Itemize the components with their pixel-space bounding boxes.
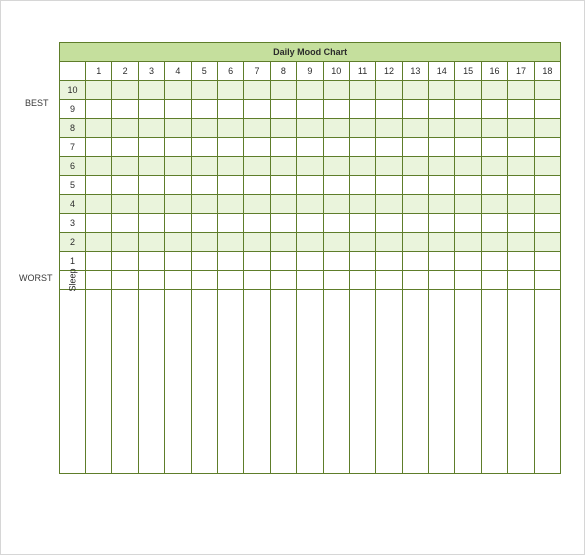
rating-row-4 xyxy=(60,195,561,214)
mood-cell[interactable] xyxy=(376,81,402,100)
mood-cell[interactable] xyxy=(508,233,534,252)
mood-cell[interactable] xyxy=(270,195,296,214)
mood-cell[interactable] xyxy=(217,176,243,195)
day-header-3: 3 xyxy=(138,62,164,81)
mood-cell[interactable] xyxy=(138,176,164,195)
mood-cell[interactable] xyxy=(112,252,138,271)
mood-cell[interactable] xyxy=(270,138,296,157)
mood-cell[interactable] xyxy=(138,233,164,252)
rating-row-3 xyxy=(60,214,561,233)
rating-label-1: 1 xyxy=(60,252,86,271)
mood-cell[interactable] xyxy=(481,214,507,233)
mood-cell[interactable] xyxy=(455,233,481,252)
mood-cell[interactable] xyxy=(481,81,507,100)
notes-cell[interactable] xyxy=(270,290,296,474)
sleep-row xyxy=(60,271,561,290)
mood-cell[interactable] xyxy=(323,176,349,195)
day-header-16: 16 xyxy=(481,62,507,81)
mood-cell[interactable] xyxy=(323,233,349,252)
worst-label-text: WORST xyxy=(19,273,53,283)
mood-cell[interactable] xyxy=(402,81,428,100)
sleep-cell[interactable] xyxy=(112,271,138,290)
mood-cell[interactable] xyxy=(297,214,323,233)
mood-cell[interactable] xyxy=(534,119,561,138)
mood-cell[interactable] xyxy=(455,176,481,195)
mood-cell[interactable] xyxy=(323,157,349,176)
mood-cell[interactable] xyxy=(244,233,270,252)
mood-cell[interactable] xyxy=(112,176,138,195)
day-header-1: 1 xyxy=(86,62,112,81)
mood-cell[interactable] xyxy=(191,214,217,233)
mood-cell[interactable] xyxy=(349,233,375,252)
rating-row-2 xyxy=(60,233,561,252)
mood-cell[interactable] xyxy=(165,214,191,233)
mood-cell[interactable] xyxy=(165,138,191,157)
notes-cell[interactable] xyxy=(138,290,164,474)
mood-cell[interactable] xyxy=(349,214,375,233)
mood-cell[interactable] xyxy=(217,157,243,176)
notes-cell[interactable] xyxy=(481,290,507,474)
day-header-9: 9 xyxy=(297,62,323,81)
notes-label-cell xyxy=(60,290,86,474)
mood-cell[interactable] xyxy=(376,100,402,119)
mood-cell[interactable] xyxy=(455,138,481,157)
mood-cell[interactable] xyxy=(429,214,455,233)
mood-cell[interactable] xyxy=(481,157,507,176)
mood-cell[interactable] xyxy=(534,195,561,214)
rating-row-5 xyxy=(60,176,561,195)
mood-cell[interactable] xyxy=(534,157,561,176)
sleep-cell[interactable] xyxy=(376,271,402,290)
mood-cell[interactable] xyxy=(534,176,561,195)
mood-cell[interactable] xyxy=(402,138,428,157)
mood-cell[interactable] xyxy=(217,119,243,138)
rating-label-10: 10 xyxy=(60,81,86,100)
mood-cell[interactable] xyxy=(138,252,164,271)
mood-cell[interactable] xyxy=(323,195,349,214)
mood-cell[interactable] xyxy=(244,119,270,138)
day-header-8: 8 xyxy=(270,62,296,81)
mood-cell[interactable] xyxy=(165,119,191,138)
mood-cell[interactable] xyxy=(323,138,349,157)
rating-label-4: 4 xyxy=(60,195,86,214)
chart-title: Daily Mood Chart xyxy=(60,43,561,62)
mood-cell[interactable] xyxy=(217,252,243,271)
mood-cell[interactable] xyxy=(138,214,164,233)
mood-cell[interactable] xyxy=(297,176,323,195)
mood-cell[interactable] xyxy=(508,119,534,138)
mood-cell[interactable] xyxy=(376,157,402,176)
mood-cell[interactable] xyxy=(138,138,164,157)
mood-cell[interactable] xyxy=(112,214,138,233)
sleep-label: Sleep xyxy=(67,268,78,292)
mood-cell[interactable] xyxy=(455,157,481,176)
sleep-cell[interactable] xyxy=(138,271,164,290)
mood-cell[interactable] xyxy=(481,195,507,214)
sleep-cell[interactable] xyxy=(217,271,243,290)
mood-cell[interactable] xyxy=(86,138,112,157)
mood-cell[interactable] xyxy=(270,176,296,195)
mood-cell[interactable] xyxy=(402,214,428,233)
sleep-cell[interactable] xyxy=(349,271,375,290)
mood-cell[interactable] xyxy=(534,214,561,233)
mood-cell[interactable] xyxy=(376,214,402,233)
notes-cell[interactable] xyxy=(165,290,191,474)
sleep-cell[interactable] xyxy=(86,271,112,290)
mood-cell[interactable] xyxy=(112,195,138,214)
mood-cell[interactable] xyxy=(376,138,402,157)
mood-cell[interactable] xyxy=(402,157,428,176)
mood-cell[interactable] xyxy=(191,233,217,252)
sleep-cell[interactable] xyxy=(402,271,428,290)
rating-label-8: 8 xyxy=(60,119,86,138)
sleep-cell[interactable] xyxy=(455,271,481,290)
day-header-14: 14 xyxy=(429,62,455,81)
mood-cell[interactable] xyxy=(244,252,270,271)
mood-cell[interactable] xyxy=(270,214,296,233)
day-header-18: 18 xyxy=(534,62,561,81)
mood-cell[interactable] xyxy=(349,195,375,214)
mood-cell[interactable] xyxy=(191,195,217,214)
mood-cell[interactable] xyxy=(323,100,349,119)
mood-cell[interactable] xyxy=(481,252,507,271)
mood-cell[interactable] xyxy=(429,81,455,100)
mood-cell[interactable] xyxy=(455,195,481,214)
notes-cell[interactable] xyxy=(402,290,428,474)
mood-cell[interactable] xyxy=(323,252,349,271)
mood-cell[interactable] xyxy=(165,195,191,214)
sleep-cell[interactable] xyxy=(534,271,561,290)
mood-cell[interactable] xyxy=(244,195,270,214)
mood-cell[interactable] xyxy=(534,233,561,252)
day-header-2: 2 xyxy=(112,62,138,81)
mood-cell[interactable] xyxy=(455,100,481,119)
mood-cell[interactable] xyxy=(244,138,270,157)
mood-cell[interactable] xyxy=(191,252,217,271)
mood-cell[interactable] xyxy=(270,119,296,138)
mood-cell[interactable] xyxy=(508,157,534,176)
day-header-10: 10 xyxy=(323,62,349,81)
mood-cell[interactable] xyxy=(481,176,507,195)
mood-cell[interactable] xyxy=(112,233,138,252)
rating-label-7: 7 xyxy=(60,138,86,157)
mood-cell[interactable] xyxy=(297,233,323,252)
mood-cell[interactable] xyxy=(429,233,455,252)
mood-cell[interactable] xyxy=(376,252,402,271)
mood-cell[interactable] xyxy=(165,157,191,176)
mood-cell[interactable] xyxy=(270,233,296,252)
mood-cell[interactable] xyxy=(297,100,323,119)
mood-cell[interactable] xyxy=(455,119,481,138)
mood-cell[interactable] xyxy=(217,138,243,157)
notes-cell[interactable] xyxy=(349,290,375,474)
sleep-cell[interactable] xyxy=(481,271,507,290)
mood-cell[interactable] xyxy=(297,119,323,138)
notes-cell[interactable] xyxy=(217,290,243,474)
title-row xyxy=(60,43,561,62)
mood-cell[interactable] xyxy=(270,100,296,119)
mood-cell[interactable] xyxy=(244,176,270,195)
mood-cell[interactable] xyxy=(349,100,375,119)
notes-cell[interactable] xyxy=(455,290,481,474)
day-header-12: 12 xyxy=(376,62,402,81)
day-header-7: 7 xyxy=(244,62,270,81)
mood-cell[interactable] xyxy=(455,214,481,233)
mood-cell[interactable] xyxy=(165,176,191,195)
mood-cell[interactable] xyxy=(323,214,349,233)
mood-cell[interactable] xyxy=(349,138,375,157)
mood-cell[interactable] xyxy=(244,214,270,233)
mood-cell[interactable] xyxy=(112,157,138,176)
mood-cell[interactable] xyxy=(508,252,534,271)
sleep-cell[interactable] xyxy=(297,271,323,290)
mood-cell[interactable] xyxy=(455,81,481,100)
mood-cell[interactable] xyxy=(534,138,561,157)
mood-cell[interactable] xyxy=(191,176,217,195)
mood-cell[interactable] xyxy=(217,195,243,214)
mood-cell[interactable] xyxy=(297,195,323,214)
mood-cell[interactable] xyxy=(217,100,243,119)
worst-label xyxy=(19,273,53,283)
mood-cell[interactable] xyxy=(402,176,428,195)
mood-cell[interactable] xyxy=(429,252,455,271)
mood-cell[interactable] xyxy=(86,157,112,176)
mood-cell[interactable] xyxy=(138,119,164,138)
mood-cell[interactable] xyxy=(112,100,138,119)
mood-cell[interactable] xyxy=(481,233,507,252)
mood-cell[interactable] xyxy=(138,81,164,100)
mood-cell[interactable] xyxy=(165,252,191,271)
mood-cell[interactable] xyxy=(534,81,561,100)
mood-cell[interactable] xyxy=(138,157,164,176)
mood-cell[interactable] xyxy=(508,100,534,119)
mood-cell[interactable] xyxy=(402,195,428,214)
sleep-label-cell xyxy=(60,268,86,292)
notes-cell[interactable] xyxy=(191,290,217,474)
mood-cell[interactable] xyxy=(429,138,455,157)
mood-cell[interactable] xyxy=(191,100,217,119)
mood-cell[interactable] xyxy=(191,157,217,176)
mood-cell[interactable] xyxy=(376,119,402,138)
day-header-15: 15 xyxy=(455,62,481,81)
mood-cell[interactable] xyxy=(297,138,323,157)
rating-label-9: 9 xyxy=(60,100,86,119)
header-corner-cell xyxy=(60,62,86,81)
mood-cell[interactable] xyxy=(297,157,323,176)
mood-cell[interactable] xyxy=(86,176,112,195)
mood-cell[interactable] xyxy=(455,252,481,271)
rating-label-5: 5 xyxy=(60,176,86,195)
mood-cell[interactable] xyxy=(270,81,296,100)
mood-cell[interactable] xyxy=(349,81,375,100)
mood-cell[interactable] xyxy=(112,81,138,100)
sleep-cell[interactable] xyxy=(508,271,534,290)
mood-cell[interactable] xyxy=(481,119,507,138)
mood-cell[interactable] xyxy=(429,100,455,119)
mood-cell[interactable] xyxy=(165,81,191,100)
mood-cell[interactable] xyxy=(429,195,455,214)
day-header-row xyxy=(60,62,561,81)
mood-chart-table xyxy=(59,42,561,474)
mood-cell[interactable] xyxy=(191,119,217,138)
mood-cell[interactable] xyxy=(297,81,323,100)
mood-cell[interactable] xyxy=(244,157,270,176)
mood-cell[interactable] xyxy=(112,119,138,138)
mood-cell[interactable] xyxy=(508,81,534,100)
mood-cell[interactable] xyxy=(534,252,561,271)
day-header-4: 4 xyxy=(165,62,191,81)
day-header-5: 5 xyxy=(191,62,217,81)
mood-cell[interactable] xyxy=(244,81,270,100)
day-header-6: 6 xyxy=(217,62,243,81)
mood-cell[interactable] xyxy=(217,233,243,252)
mood-cell[interactable] xyxy=(508,176,534,195)
mood-cell[interactable] xyxy=(429,157,455,176)
mood-cell[interactable] xyxy=(429,176,455,195)
mood-cell[interactable] xyxy=(86,100,112,119)
sleep-cell[interactable] xyxy=(323,271,349,290)
day-header-11: 11 xyxy=(349,62,375,81)
mood-cell[interactable] xyxy=(508,138,534,157)
mood-cell[interactable] xyxy=(349,119,375,138)
day-header-13: 13 xyxy=(402,62,428,81)
notes-cell[interactable] xyxy=(297,290,323,474)
mood-cell[interactable] xyxy=(323,119,349,138)
rating-row-8 xyxy=(60,119,561,138)
mood-cell[interactable] xyxy=(86,195,112,214)
rating-row-6 xyxy=(60,157,561,176)
mood-cell[interactable] xyxy=(376,195,402,214)
mood-cell[interactable] xyxy=(165,233,191,252)
rating-row-7 xyxy=(60,138,561,157)
rating-label-6: 6 xyxy=(60,157,86,176)
mood-cell[interactable] xyxy=(270,157,296,176)
rating-label-2: 2 xyxy=(60,233,86,252)
mood-cell[interactable] xyxy=(297,252,323,271)
sleep-cell[interactable] xyxy=(191,271,217,290)
notes-cell[interactable] xyxy=(86,290,112,474)
mood-cell[interactable] xyxy=(86,81,112,100)
best-label: BEST xyxy=(25,98,49,108)
notes-cell[interactable] xyxy=(323,290,349,474)
rating-row-9 xyxy=(60,100,561,119)
mood-cell[interactable] xyxy=(376,176,402,195)
mood-cell[interactable] xyxy=(86,214,112,233)
mood-cell[interactable] xyxy=(349,176,375,195)
mood-cell[interactable] xyxy=(508,214,534,233)
notes-cell[interactable] xyxy=(376,290,402,474)
mood-cell[interactable] xyxy=(481,100,507,119)
notes-cell[interactable] xyxy=(244,290,270,474)
mood-cell[interactable] xyxy=(138,195,164,214)
rating-row-10 xyxy=(60,81,561,100)
mood-cell[interactable] xyxy=(429,119,455,138)
rating-label-3: 3 xyxy=(60,214,86,233)
mood-cell[interactable] xyxy=(270,252,296,271)
mood-cell[interactable] xyxy=(323,81,349,100)
notes-cell[interactable] xyxy=(534,290,561,474)
mood-cell[interactable] xyxy=(244,100,270,119)
mood-cell[interactable] xyxy=(481,138,507,157)
mood-cell[interactable] xyxy=(165,100,191,119)
mood-cell[interactable] xyxy=(402,119,428,138)
mood-cell[interactable] xyxy=(86,252,112,271)
mood-cell[interactable] xyxy=(138,100,164,119)
notes-cell[interactable] xyxy=(508,290,534,474)
notes-cell[interactable] xyxy=(112,290,138,474)
mood-cell[interactable] xyxy=(534,100,561,119)
mood-cell[interactable] xyxy=(402,100,428,119)
mood-cell[interactable] xyxy=(86,119,112,138)
mood-cell[interactable] xyxy=(217,81,243,100)
rating-row-1 xyxy=(60,252,561,271)
notes-row xyxy=(60,290,561,474)
mood-cell[interactable] xyxy=(191,138,217,157)
mood-cell[interactable] xyxy=(349,252,375,271)
mood-cell[interactable] xyxy=(112,138,138,157)
sleep-cell[interactable] xyxy=(270,271,296,290)
mood-cell[interactable] xyxy=(376,233,402,252)
day-header-17: 17 xyxy=(508,62,534,81)
mood-cell[interactable] xyxy=(191,81,217,100)
mood-cell[interactable] xyxy=(349,157,375,176)
notes-cell[interactable] xyxy=(429,290,455,474)
mood-cell[interactable] xyxy=(217,214,243,233)
mood-cell[interactable] xyxy=(86,233,112,252)
sleep-cell[interactable] xyxy=(165,271,191,290)
mood-cell[interactable] xyxy=(508,195,534,214)
mood-cell[interactable] xyxy=(402,233,428,252)
sleep-cell[interactable] xyxy=(244,271,270,290)
mood-cell[interactable] xyxy=(402,252,428,271)
sleep-cell[interactable] xyxy=(429,271,455,290)
